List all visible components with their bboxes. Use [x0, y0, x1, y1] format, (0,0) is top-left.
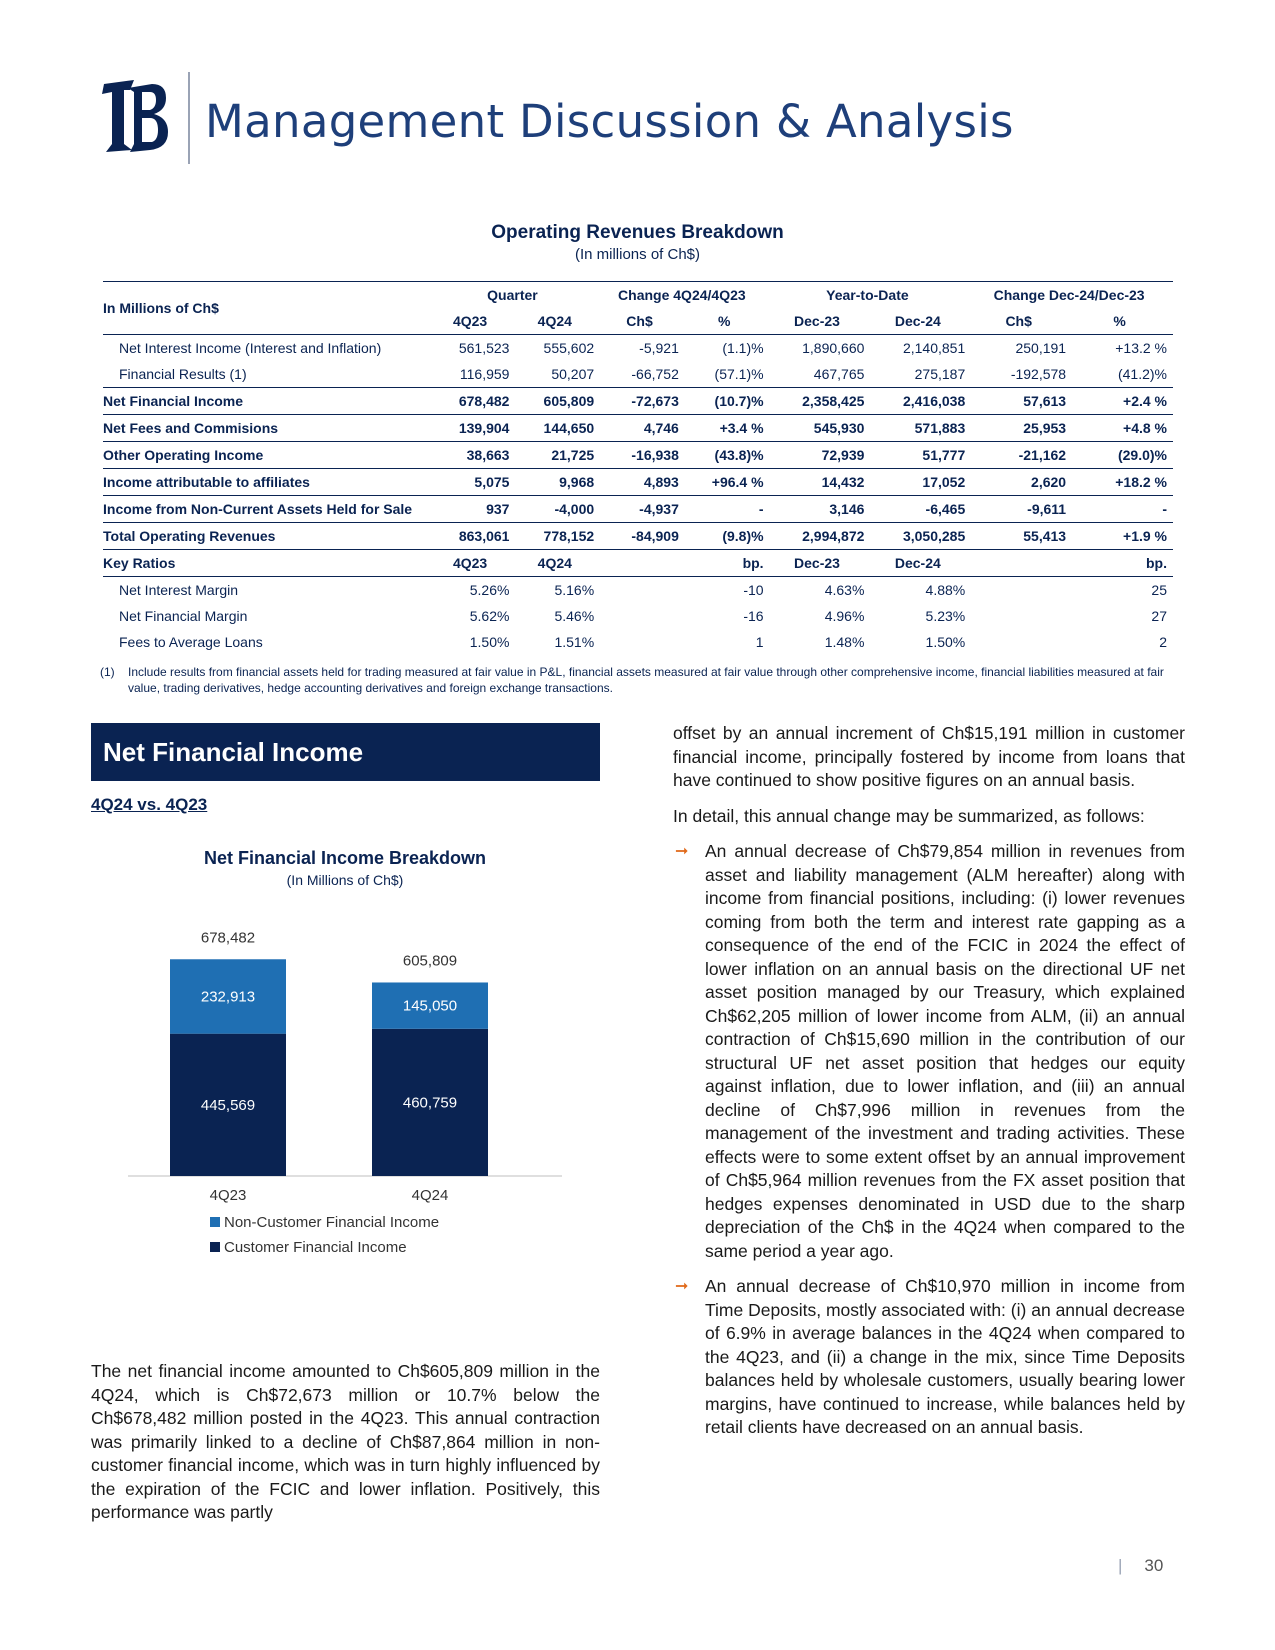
col-header: 4Q24 [515, 308, 600, 335]
net-financial-income-chart [110, 840, 580, 1340]
table-footnote [100, 664, 1180, 696]
page-number-divider: | [1118, 1556, 1123, 1575]
col-header: Ch$ [971, 308, 1072, 335]
table-cell: -4,937 [600, 496, 685, 523]
col-header: Ch$ [600, 308, 685, 335]
bar-value-label: 460,759 [402, 1094, 458, 1112]
ratio-cell: 1.50% [469, 634, 510, 650]
table-cell: 5,075 [431, 469, 516, 496]
group-change-year: Change Dec-24/Dec-23 [971, 282, 1173, 309]
table-cell: 38,663 [431, 442, 516, 469]
key-ratios-header-row [103, 550, 1173, 577]
table-cell: 51,777 [870, 442, 971, 469]
row-header-label: In Millions of Ch$ [103, 282, 431, 335]
table-cell: 2,994,872 [770, 523, 871, 550]
table-row [103, 361, 1173, 388]
page-number [1118, 1556, 1163, 1576]
table-cell: 571,883 [870, 415, 971, 442]
table-cell: -16,938 [600, 442, 685, 469]
table-cell: - [685, 496, 770, 523]
table-cell: -9,611 [971, 496, 1072, 523]
ratio-cell: 4.63% [824, 582, 865, 598]
table-cell: (41.2)% [1072, 361, 1173, 388]
ratio-cell: 1.51% [554, 634, 595, 650]
right-paragraph-2: In detail, this annual change may be summarized, as follows: [673, 805, 1145, 826]
ratio-cell: 1.50% [925, 634, 966, 650]
table-title: Operating Revenues Breakdown [491, 222, 784, 243]
col-header: 4Q23 [431, 308, 516, 335]
table-group-header-row [103, 282, 1173, 309]
table-row [103, 388, 1173, 415]
table-cell: -4,000 [515, 496, 600, 523]
table-cell: (10.7)% [685, 388, 770, 415]
footnote-text: Include results from financial assets held for trading measured at fair value in P&L, financial assets measured at fair value through other comprehensive income, financial liabilities measured at fair value, trading derivatives, hedge accounting derivatives and foreign exchange transactions. [128, 665, 1164, 695]
ratio-cell: 5.26% [469, 582, 510, 598]
list-item [673, 1275, 1185, 1440]
page-number-value: 30 [1144, 1556, 1164, 1575]
arrow-bullet-icon: ➞ [675, 843, 689, 860]
bullet-text: An annual decrease of Ch$79,854 million in revenues from asset and liability management (ALM hereafter) along with income from financial positions, including: (i) lower revenues coming from both the term and interest rate gapping as a consequence of the end of the FCIC in 2024 the effect of lower inflation on an annual basis on the directional UF net asset position managed by our Treasury, which explained Ch$62,205 million of lower income from ALM, (ii) an annual contraction of Ch$15,690 million in the contribution of our structural UF net asset position that hedges our equity against inflation, due to lower inflation, and (iii) an annual decline of Ch$7,996 million in revenues from the management of the investment and trading activities. These effects were to some extent offset by an annual improvement of Ch$5,964 million revenues from the FX asset position that hedges expenses denominated in USD due to the sharp depreciation of the Ch$ in the 4Q24 when compared to the same period a year ago. [705, 841, 1185, 1261]
legend-label: Non-Customer Financial Income [224, 1214, 440, 1231]
ratio-cell: 1.48% [824, 634, 865, 650]
col-header: % [685, 308, 770, 335]
bar-value-label: 445,569 [200, 1096, 256, 1114]
col-header: 4Q23 [431, 550, 516, 577]
table-cell: 275,187 [870, 361, 971, 388]
ratio-cell: 5.16% [554, 582, 595, 598]
legend-swatch [210, 1242, 220, 1252]
table-cell: 250,191 [1015, 340, 1067, 356]
x-tick-label: 4Q24 [411, 1187, 449, 1204]
col-header: Dec-24 [870, 308, 971, 335]
row-label: Net Financial Income [103, 388, 431, 415]
table-cell: +18.2 % [1072, 469, 1173, 496]
table-row [103, 442, 1173, 469]
row-label: Financial Results (1) [103, 361, 431, 388]
key-ratios-label: Key Ratios [103, 550, 431, 577]
table-cell: -21,162 [971, 442, 1072, 469]
table-row [103, 469, 1173, 496]
table-cell: (57.1)% [685, 361, 770, 388]
col-header: bp. [1072, 550, 1173, 577]
table-cell: (1.1)% [722, 340, 764, 356]
table-cell: - [1072, 496, 1173, 523]
ratio-cell: -10 [743, 582, 764, 598]
col-header: bp. [685, 550, 770, 577]
table-cell: 863,061 [431, 523, 516, 550]
bullet-list [673, 840, 1185, 1440]
table-cell: 116,959 [431, 361, 516, 388]
ratio-cell: 4.88% [925, 582, 966, 598]
table-cell: 467,765 [770, 361, 871, 388]
table-cell: 1,890,660 [802, 340, 865, 356]
table-cell: 9,968 [515, 469, 600, 496]
ratio-label: Net Interest Margin [119, 582, 239, 598]
section-subheading: 4Q24 vs. 4Q23 [91, 795, 208, 814]
table-cell: +2.4 % [1072, 388, 1173, 415]
table-cell: 561,523 [458, 340, 510, 356]
table-cell: 2,416,038 [870, 388, 971, 415]
table-cell: 2,140,851 [902, 340, 966, 356]
row-label: Net Interest Income (Interest and Inflation) [119, 340, 382, 356]
bank-monogram-logo [100, 78, 170, 154]
row-label: Other Operating Income [103, 442, 431, 469]
ratio-cell: 2 [1159, 634, 1167, 650]
table-row [103, 415, 1173, 442]
table-cell: 57,613 [971, 388, 1072, 415]
table-row [103, 523, 1173, 550]
ratio-cell: 25 [1151, 582, 1167, 598]
row-label: Total Operating Revenues [103, 523, 431, 550]
group-quarter: Quarter [431, 282, 600, 309]
table-row [103, 496, 1173, 523]
table-cell: +96.4 % [685, 469, 770, 496]
ratio-row [103, 577, 1173, 604]
table-subtitle: (In millions of Ch$) [574, 246, 701, 263]
table-cell: +13.2 % [1115, 340, 1167, 356]
col-header: % [1072, 308, 1173, 335]
ratio-row [103, 629, 1173, 655]
ratio-cell: 5.62% [469, 608, 510, 624]
ratio-label: Net Financial Margin [119, 608, 248, 624]
table-cell: -72,673 [600, 388, 685, 415]
ratio-cell: 5.23% [925, 608, 966, 624]
ratio-cell: 27 [1151, 608, 1167, 624]
table-cell: 555,602 [543, 340, 595, 356]
table-cell: 17,052 [870, 469, 971, 496]
table-cell: 139,904 [431, 415, 516, 442]
chart-plot [110, 840, 580, 1340]
table-cell: 3,050,285 [870, 523, 971, 550]
table-cell: 545,930 [770, 415, 871, 442]
table-cell: 72,939 [770, 442, 871, 469]
table-cell: 21,725 [515, 442, 600, 469]
bullet-text: An annual decrease of Ch$10,970 million in income from Time Deposits, mostly associated with: (i) an annual decrease of 6.9% in average balances in the 4Q24 when compared to the 4Q23, and (ii) a change in the mix, since Time Deposits balances held by wholesale customers, usually bearing lower margins, have continued to increase, while balances held by retail clients have decreased on an annual basis. [705, 1276, 1185, 1437]
header-divider [188, 72, 190, 164]
legend-label: Customer Financial Income [224, 1239, 407, 1256]
table-cell: 4,893 [600, 469, 685, 496]
operating-revenues-table [103, 281, 1173, 655]
row-label: Income attributable to affiliates [103, 469, 431, 496]
table-cell: +3.4 % [685, 415, 770, 442]
bar-total-label: 678,482 [200, 929, 256, 947]
table-cell: -66,752 [600, 361, 685, 388]
table-cell: 937 [431, 496, 516, 523]
table-cell: (29.0)% [1072, 442, 1173, 469]
row-label: Net Fees and Commisions [103, 415, 431, 442]
list-item [673, 840, 1185, 1263]
section-banner: Net Financial Income [91, 723, 600, 781]
page-title: Management Discussion & Analysis [205, 95, 1014, 148]
row-label: Income from Non-Current Assets Held for Sale [103, 496, 431, 523]
table-cell: 3,146 [770, 496, 871, 523]
right-column [673, 722, 1185, 1452]
ratio-cell: 4.96% [824, 608, 865, 624]
table-cell: 14,432 [770, 469, 871, 496]
table-cell: 25,953 [971, 415, 1072, 442]
table-cell: 778,152 [515, 523, 600, 550]
right-paragraph-1: offset by an annual increment of Ch$15,191 million in customer financial income, principally fostered by income from loans that have continued to show positive figures on an annual basis. [673, 723, 1185, 790]
col-header: Dec-23 [770, 550, 871, 577]
table-cell: 2,358,425 [770, 388, 871, 415]
chart-title: Net Financial Income Breakdown [203, 848, 487, 868]
ratio-label: Fees to Average Loans [119, 634, 263, 650]
table-cell: 678,482 [431, 388, 516, 415]
table-cell: 605,809 [515, 388, 600, 415]
table-cell: 2,620 [971, 469, 1072, 496]
chart-subtitle: (In Millions of Ch$) [286, 872, 404, 888]
ratio-cell: 1 [755, 634, 764, 650]
x-tick-label: 4Q23 [209, 1187, 247, 1204]
col-header: Dec-23 [770, 308, 871, 335]
bar-total-label: 605,809 [402, 952, 458, 970]
table-cell: (9.8)% [685, 523, 770, 550]
table-cell: 4,746 [600, 415, 685, 442]
table-cell: (43.8)% [685, 442, 770, 469]
table-cell: -192,578 [971, 361, 1072, 388]
group-change-quarter: Change 4Q24/4Q23 [600, 282, 769, 309]
ratio-cell: -16 [743, 608, 764, 624]
table-cell: +4.8 % [1072, 415, 1173, 442]
left-paragraph: The net financial income amounted to Ch$605,809 million in the 4Q24, which is Ch$72,673 million or 10.7% below the Ch$678,482 million posted in the 4Q23. This annual contraction was primarily linked to a decline of Ch$87,864 million in non-customer financial income, which was in turn highly influenced by the expiration of the FCIC and lower inflation. Positively, this performance was partly [91, 1361, 600, 1522]
bar-value-label: 232,913 [200, 988, 256, 1006]
ratio-row [103, 603, 1173, 629]
col-header: 4Q24 [515, 550, 600, 577]
table-cell: -5,921 [639, 340, 679, 356]
table-cell: 55,413 [971, 523, 1072, 550]
col-header: Dec-24 [870, 550, 971, 577]
footnote-number: (1) [100, 665, 115, 679]
ratio-cell: 5.46% [554, 608, 595, 624]
table-cell: 50,207 [515, 361, 600, 388]
legend-swatch [210, 1217, 220, 1227]
table-cell: +1.9 % [1072, 523, 1173, 550]
table-row [103, 335, 1173, 362]
arrow-bullet-icon: ➞ [675, 1278, 689, 1295]
group-year-to-date: Year-to-Date [770, 282, 972, 309]
table-cell: -84,909 [600, 523, 685, 550]
bar-value-label: 145,050 [402, 997, 458, 1015]
table-cell: -6,465 [870, 496, 971, 523]
table-cell: 144,650 [515, 415, 600, 442]
